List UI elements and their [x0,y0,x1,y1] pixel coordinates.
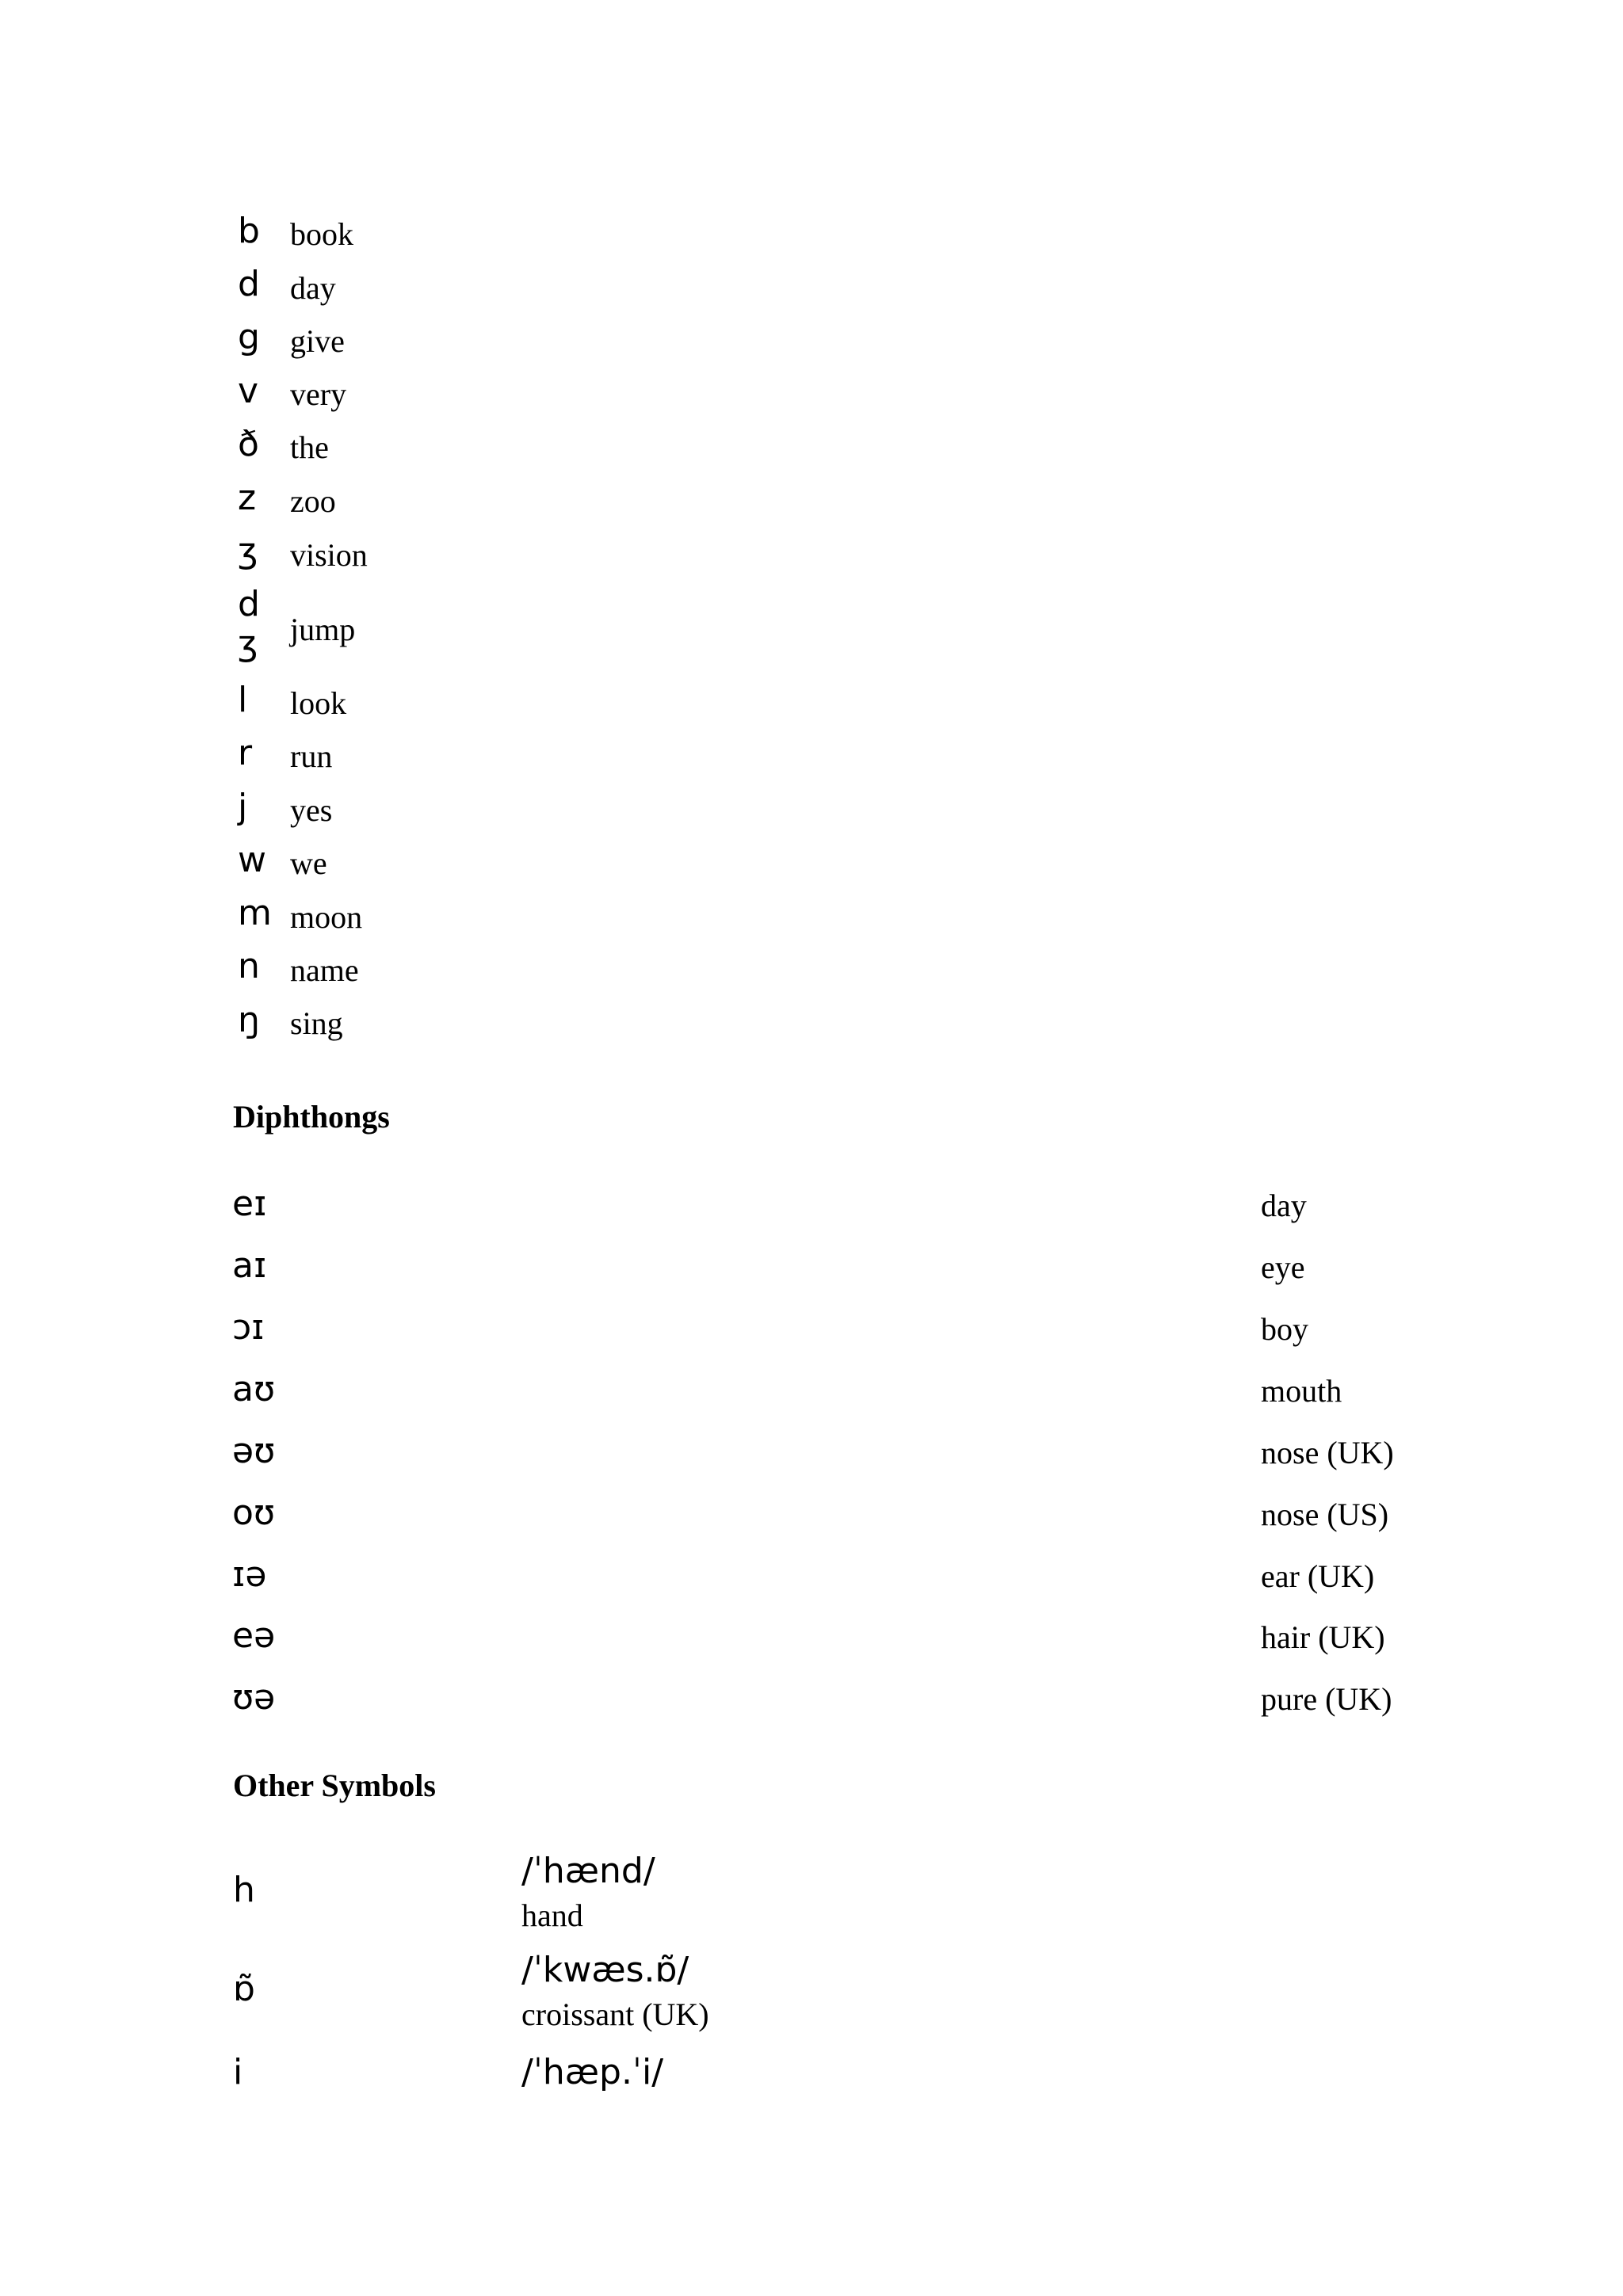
ipa-symbol: m [238,893,272,933]
ipa-symbol: aɪ [232,1245,267,1286]
ipa-symbol: aʊ [232,1369,276,1409]
phonetic-transcription: /ˈhænd/ [521,1851,655,1891]
example-word: hand [521,1897,583,1933]
example-word: name [290,952,359,988]
example-word: day [290,270,336,306]
ipa-symbol: b [238,211,260,251]
ipa-symbol-stacked [238,585,260,664]
ipa-symbol: l [238,680,248,720]
ipa-symbol: ð [238,424,259,464]
example-word: vision [290,537,368,573]
ipa-symbol: z [238,478,257,518]
ipa-symbol: eɪ [232,1184,267,1224]
example-word: hair (UK) [1261,1619,1385,1655]
example-word: eye [1261,1249,1305,1285]
example-word: very [290,376,347,412]
example-word: we [290,845,327,881]
example-word: run [290,738,333,774]
section-heading: Diphthongs [233,1099,390,1135]
ipa-symbol: j [238,787,248,827]
phonetic-transcription: /ˈhæp.ˈi/ [521,2052,664,2092]
ipa-symbol: oʊ [232,1493,276,1533]
ipa-symbol: g [238,317,260,357]
ipa-symbol: ʊə [232,1677,276,1718]
example-word: croissant (UK) [521,1997,709,2032]
example-word: pure (UK) [1261,1681,1392,1717]
example-word: nose (US) [1261,1497,1389,1532]
example-word: the [290,429,329,465]
example-word: zoo [290,483,336,519]
example-word: moon [290,899,363,935]
ipa-symbol: r [238,733,253,773]
example-word: jump [290,612,356,647]
example-word: book [290,216,353,252]
ipa-symbol: n [238,946,260,986]
ipa-symbol: h [233,1870,255,1910]
example-word: nose (UK) [1261,1435,1394,1470]
ipa-symbol: əʊ [232,1431,276,1471]
ipa-symbol-part: d [238,584,260,624]
ipa-symbol: ʒ [238,531,258,571]
example-word: boy [1261,1311,1308,1347]
ipa-symbol: ŋ [238,1000,260,1040]
example-word: look [290,685,347,721]
phonetic-transcription: /ˈkwæs.ɒ̃/ [521,1950,689,1990]
example-word: give [290,323,345,359]
ipa-symbol-part: ʒ [238,624,258,664]
example-word: ear (UK) [1261,1558,1375,1594]
example-word: yes [290,792,333,828]
ipa-symbol: w [238,840,266,880]
section-heading: Other Symbols [233,1768,436,1803]
ipa-symbol: i [233,2052,243,2092]
ipa-symbol: ɪə [232,1554,267,1595]
example-word: day [1261,1188,1307,1223]
ipa-symbol: d [238,264,260,304]
ipa-symbol: ɔɪ [232,1307,265,1348]
ipa-symbol: ɒ̃ [233,1969,255,2009]
ipa-symbol: eə [232,1615,276,1656]
ipa-symbol: v [238,371,259,411]
example-word: sing [290,1005,343,1041]
example-word: mouth [1261,1373,1342,1409]
